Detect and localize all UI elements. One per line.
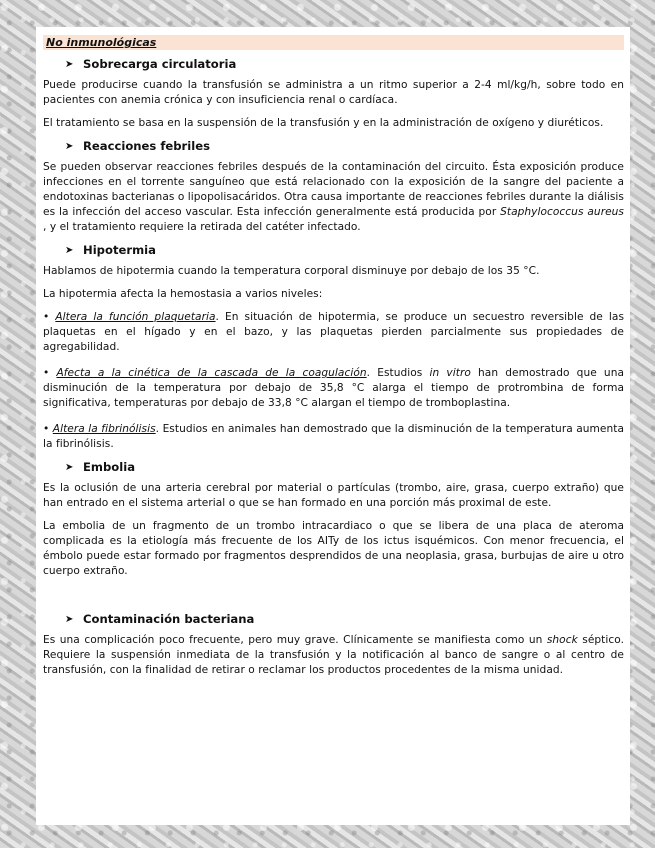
- text-run: Es una complicación poco frecuente, pero muy grave. Clínicamente se manifiesta como un: [43, 634, 547, 646]
- bullet-paragraph: [43, 310, 624, 355]
- arrow-right-icon: ➤: [65, 140, 74, 152]
- bullet-lead: Afecta a la cinética de la cascada de la coagulación: [56, 367, 367, 379]
- bullet-dot: •: [43, 423, 50, 435]
- subheading-hipotermia: [65, 243, 624, 257]
- text-run: . En situación de hipotermia, se produce un secuestro reversible de las plaquetas en el hígado y en el bazo, y las plaquetas pierden parcialmente sus propiedades de agregabilidad.: [43, 311, 625, 353]
- subheading-label: Embolia: [83, 460, 136, 474]
- arrow-right-icon: ➤: [65, 613, 74, 625]
- text-run-italic: in vitro: [429, 367, 471, 379]
- paragraph: El tratamiento se basa en la suspensión de la transfusión y en la administración de oxígeno y diuréticos.: [43, 117, 604, 129]
- text-run: han demostrado que una disminución de la temperatura por debajo de 35,8 °C alarga el tiempo de protrombina de forma significativa, temperaturas por debajo de 33,8 °C alargan el tiempo de tromboplastina.: [43, 367, 625, 409]
- paragraph: Es la oclusión de una arteria cerebral por material o partículas (trombo, aire, grasa, cuerpo extraño) que han entrado en el sistema arterial o que se han formado en una porción más proximal de este.: [43, 482, 624, 509]
- subheading-embolia: [65, 460, 624, 474]
- bullet-paragraph: [43, 422, 624, 452]
- subheading-label: Reacciones febriles: [83, 139, 210, 153]
- subheading-label: Sobrecarga circulatoria: [83, 57, 237, 71]
- document-page: [36, 27, 630, 825]
- arrow-right-icon: ➤: [65, 244, 74, 256]
- subheading-sobrecarga: [65, 57, 624, 71]
- bullet-lead: Altera la fibrinólisis: [52, 423, 156, 435]
- text-run: Se pueden observar reacciones febriles después de la contaminación del circuito. Ésta exposición produce infecciones en el torrente sanguíneo que está relacionado con la exposición de la sangre del paciente a endotoxinas bacterianas o lipopolisacáridos. Otra causa importante de reacciones febriles durante la diálisis es la infección del acceso vascular. Esta infección generalmente está producida por: [43, 161, 624, 218]
- arrow-right-icon: ➤: [65, 58, 74, 70]
- text-run: séptico. Requiere la suspensión inmediata de la transfusión y la notificación al banco de sangre o al centro de transfusión, con la finalidad de retirar o reclamar los productos procedentes de la misma unidad.: [43, 634, 624, 676]
- bullet-paragraph: [43, 366, 624, 411]
- subheading-label: Contaminación bacteriana: [83, 612, 255, 626]
- subheading-label: Hipotermia: [83, 243, 156, 257]
- spacer: [43, 587, 624, 605]
- bullet-dot: •: [43, 367, 50, 379]
- arrow-right-icon: ➤: [65, 461, 74, 473]
- paragraph: [43, 160, 624, 235]
- paragraph: La hipotermia afecta la hemostasia a varios niveles:: [43, 288, 323, 300]
- paragraph: La embolia de un fragmento de un trombo intracardiaco o que se libera de una placa de ateroma complicada es la etiología más frecuente de los AITy de los ictus isquémicos. Con menor frecuencia, el émbolo puede estar formado por fragmentos desprendidos de una neoplasia, grasa, burbujas de aire u otro cuerpo extraño.: [43, 520, 624, 577]
- text-run: . Estudios: [366, 367, 430, 379]
- text-run-italic: shock: [546, 634, 578, 646]
- subheading-febriles: [65, 139, 624, 153]
- bullet-lead: Altera la función plaquetaria: [55, 311, 216, 323]
- subheading-contaminacion: [65, 612, 624, 626]
- text-run: , y el tratamiento requiere la retirada del catéter infectado.: [43, 221, 361, 233]
- paragraph: Puede producirse cuando la transfusión se administra a un ritmo superior a 2-4 ml/kg/h, sobre todo en pacientes con anemia crónica y con insuficiencia renal o cardíaca.: [43, 79, 624, 106]
- text-run: . Estudios en animales han demostrado que la disminución de la temperatura aumenta la fibrinólisis.: [43, 423, 624, 450]
- paragraph: Hablamos de hipotermia cuando la temperatura corporal disminuye por debajo de los 35 °C.: [43, 265, 540, 277]
- section-heading: No inmunológicas: [43, 35, 624, 50]
- text-run-italic: Staphylococcus aureus: [500, 206, 625, 218]
- bullet-dot: •: [43, 311, 50, 323]
- paragraph: [43, 633, 624, 678]
